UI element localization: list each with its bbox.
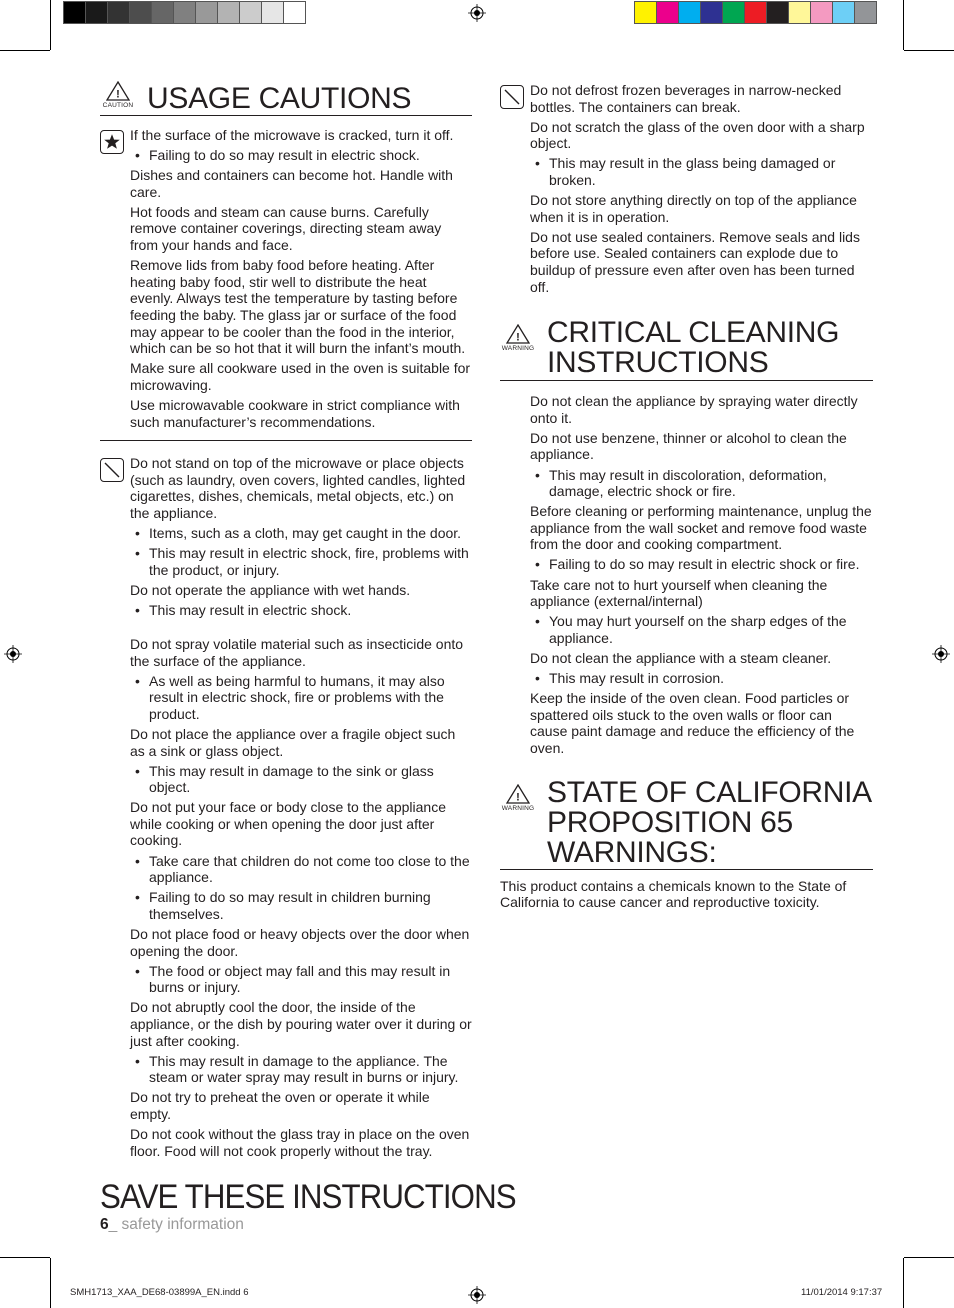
caution-text: Do not put your face or body close to the appliance while cooking or when opening the door just after cooking. (130, 799, 446, 849)
caution-text: Do not defrost frozen beverages in narrow-necked bottles. The containers can break. (530, 82, 842, 115)
caution-text: Take care not to hurt yourself when cleaning the appliance (external/internal) (530, 576, 828, 610)
bullet-item: • The food or object may fall and this may result in burns or injury. (130, 963, 472, 996)
caution-text: Do not spray volatile material such as insecticide onto the surface of the appliance. (130, 635, 464, 669)
usage-cautions-header (100, 82, 472, 116)
svg-text:!: ! (516, 791, 520, 803)
caution-text: Do not operate the appliance with wet hands. (130, 581, 411, 598)
bullet-item: • Failing to do so may result in electric shock or fire. (530, 556, 873, 573)
section-title-prop65-line3: WARNINGS: (547, 835, 717, 869)
caution-caption: CAUTION (102, 102, 134, 109)
crop-mark (0, 1257, 50, 1258)
right-column (500, 82, 873, 914)
caution-text: Do not stand on top of the microwave or place objects (such as laundry, oven covers, lighted candles, lighted cigarettes, dishes, chemicals, metal objects, etc.) on the appliance. (130, 455, 466, 521)
gray-swatch (239, 1, 262, 24)
crop-mark (50, 1258, 51, 1308)
caution-block-hot-items (100, 127, 472, 430)
caution-text: Do not use benzene, thinner or alcohol to clean the appliance. (530, 429, 847, 463)
caution-text: Dishes and containers can become hot. Handle with care. (130, 167, 453, 200)
color-swatch (832, 1, 855, 24)
caution-block-glass-containers (500, 82, 873, 295)
caution-text: Use microwavable cookware in strict compliance with such manufacturer’s recommendations. (130, 396, 460, 430)
caution-text: Do not clean the appliance with a steam cleaner. (530, 649, 832, 666)
color-swatch (678, 1, 701, 24)
bullet-item: • Items, such as a cloth, may get caught in the door. (130, 525, 472, 542)
section-title-usage-cautions: USAGE CAUTIONS (147, 82, 412, 115)
caution-triangle-icon (100, 81, 136, 109)
caution-text: Make sure all cookware used in the oven is suitable for microwaving. (130, 360, 471, 393)
caution-text: Do not clean the appliance by spraying water directly onto it. (530, 393, 858, 426)
gray-swatch (261, 1, 284, 24)
bullet-item: • Failing to do so may result in children burning themselves. (130, 889, 472, 922)
color-swatch (722, 1, 745, 24)
bullet-item: • Failing to do so may result in electric shock. (130, 147, 472, 164)
process-color-bar (634, 1, 876, 24)
grayscale-color-bar (63, 1, 305, 24)
page-section-label: _ safety information (108, 1216, 244, 1233)
svg-text:!: ! (516, 331, 520, 344)
caution-block-prohibited (100, 455, 472, 1159)
bullet-item: • You may hurt yourself on the sharp edges of the appliance. (530, 613, 873, 646)
crop-mark (50, 0, 51, 50)
warning-triangle-icon (500, 784, 536, 812)
caution-list (130, 127, 472, 430)
caution-text: Do not store anything directly on top of the appliance when it is in operation. (530, 192, 857, 225)
registration-mark-icon (932, 645, 950, 663)
warning-caption: WARNING (501, 804, 535, 812)
section-title-prop65: STATE OF CALIFORNIA (547, 775, 872, 809)
caution-text: Do not use sealed containers. Remove seals and lids before use. Sealed containers can explode due to buildup of pressure even after oven has been turned off. (530, 228, 860, 295)
caution-text: Remove lids from baby food before heating. After heating baby food, stir well to distribute the heat evenly. Always test the temperature by tasting before feeding the baby. The glass jar or surface of the food may appear to be cooler than the food in the interior, which can be so hot that it will burn the infant’s mouth. (130, 257, 466, 357)
bullet-item: • This may result in corrosion. (530, 670, 873, 687)
registration-mark-icon (468, 1286, 486, 1304)
color-swatch (788, 1, 811, 24)
critical-cleaning-header (500, 317, 873, 381)
section-title-prop65-line2: PROPOSITION 65 (547, 805, 793, 839)
color-swatch (700, 1, 723, 24)
gray-swatch (107, 1, 130, 24)
crop-mark (903, 1258, 904, 1308)
prohibited-icon (500, 85, 524, 109)
color-swatch (744, 1, 767, 24)
bullet-item: • This may result in electric shock, fire, problems with the product, or injury. (130, 545, 472, 578)
prohibited-list (130, 455, 472, 1159)
caution-text: Before cleaning or performing maintenance, unplug the appliance from the wall socket and remove food waste from the door and cooking compartment. (530, 503, 872, 553)
color-swatch (810, 1, 833, 24)
gray-swatch (129, 1, 152, 24)
bullet-item: • This may result in damage to the sink or glass object. (130, 763, 472, 796)
prop65-header (500, 777, 873, 870)
caution-text: If the surface of the microwave is cracked, turn it off. (130, 127, 454, 143)
crop-mark (903, 0, 904, 50)
prohibited-icon (100, 458, 124, 482)
caution-text: Do not scratch the glass of the oven door with a sharp object. (530, 118, 865, 152)
cleaning-block (500, 393, 873, 756)
gray-swatch (151, 1, 174, 24)
bullet-item: • This may result in the glass being damaged or broken. (530, 155, 873, 188)
prohibited-list (530, 82, 873, 295)
caution-text: Keep the inside of the oven clean. Food particles or spattered oils stuck to the oven walls or floor can cause paint damage and reduce the efficiency of the oven. (530, 690, 855, 756)
left-column (100, 82, 472, 1163)
section-title-critical-cleaning: CRITICAL CLEANING (547, 316, 840, 350)
gray-swatch (195, 1, 218, 24)
caution-text: Do not place the appliance over a fragile object such as a sink or glass object. (130, 725, 456, 759)
page-number: 6 (100, 1216, 109, 1233)
bullet-item: • This may result in discoloration, deformation, damage, electric shock or fire. (530, 467, 873, 500)
section-divider (100, 440, 472, 441)
print-slug-filename: SMH1713_XAA_DE68-03899A_EN.indd 6 (70, 1287, 249, 1298)
caution-text: Do not abruptly cool the door, the inside of the appliance, or the dish by pouring water over it during or just after cooking. (130, 999, 472, 1049)
caution-text: Do not place food or heavy objects over the door when opening the door. (130, 925, 470, 959)
svg-text:!: ! (116, 88, 120, 101)
color-swatch (766, 1, 789, 24)
crop-mark (0, 50, 50, 51)
registration-mark-icon (4, 645, 22, 663)
gray-swatch (217, 1, 240, 24)
gray-swatch (283, 1, 306, 24)
gray-swatch (63, 1, 86, 24)
caution-text: Do not try to preheat the oven or operate it while empty. (130, 1089, 430, 1122)
star-icon (100, 130, 124, 154)
color-swatch (656, 1, 679, 24)
warning-triangle-icon (500, 324, 536, 352)
caution-text: Do not cook without the glass tray in place on the oven floor. Food will not cook properly without the tray. (130, 1125, 470, 1159)
cleaning-list (530, 393, 873, 756)
color-swatch (854, 1, 877, 24)
gray-swatch (173, 1, 196, 24)
warning-caption: WARNING (501, 345, 535, 353)
print-slug-date: 11/01/2014 9:17:37 (801, 1287, 883, 1298)
registration-mark-icon (468, 4, 486, 22)
bullet-item: • Take care that children do not come too close to the appliance. (130, 853, 472, 886)
crop-mark (904, 50, 954, 51)
prop65-body-text: This product contains a chemicals known to the State of California to cause cancer and reproductive toxicity. (500, 877, 847, 911)
bullet-item: • This may result in electric shock. (130, 602, 472, 619)
bullet-item: • As well as being harmful to humans, it may also result in electric shock, fire or problems with the product. (130, 673, 472, 723)
gray-swatch (85, 1, 108, 24)
section-title-critical-cleaning-line2: INSTRUCTIONS (547, 346, 769, 380)
spacer (130, 622, 472, 636)
bullet-item: • This may result in damage to the appliance. The steam or water spray may result in burns or injury. (130, 1053, 472, 1086)
save-these-instructions-title: SAVE THESE INSTRUCTIONS (100, 1178, 516, 1216)
color-swatch (634, 1, 657, 24)
page-footer (100, 1216, 244, 1234)
crop-mark (904, 1257, 954, 1258)
caution-text: Hot foods and steam can cause burns. Carefully remove container coverings, directing steam away from your hands and face. (130, 203, 442, 254)
